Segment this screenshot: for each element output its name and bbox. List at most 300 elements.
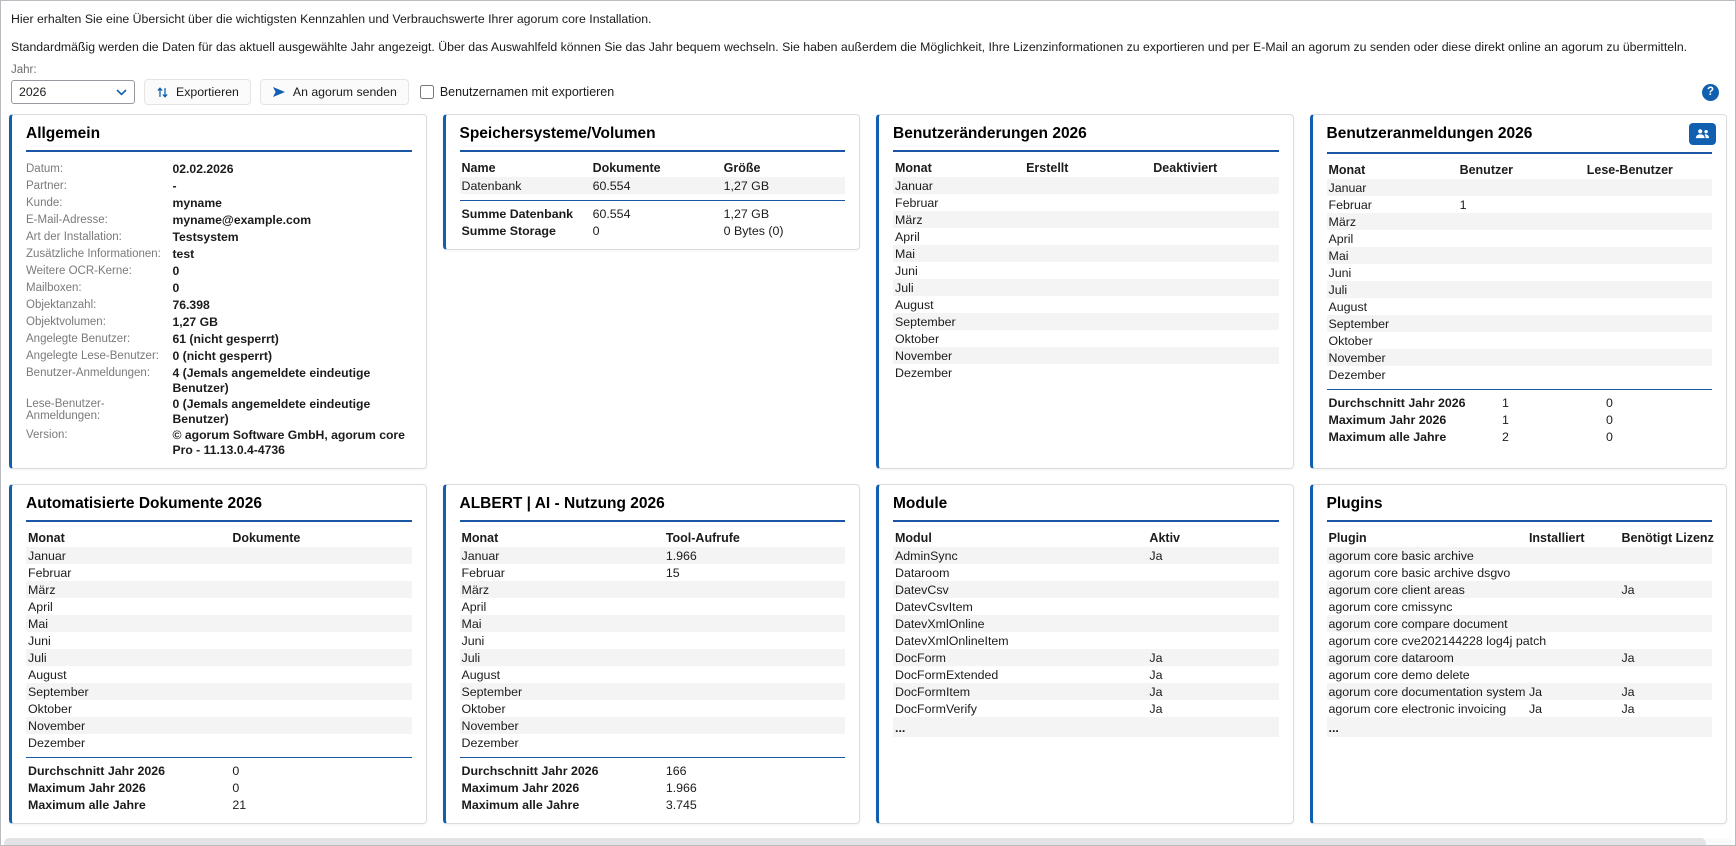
summary-row [460, 762, 846, 779]
column-header: Dokumente [592, 161, 661, 175]
info-row [26, 280, 412, 297]
cell: 1 [1459, 197, 1467, 212]
cell: agorum core electronic invoicing [1328, 701, 1507, 716]
table-row [1327, 683, 1713, 700]
table-row [460, 683, 846, 700]
cell [1585, 315, 1712, 332]
year-select-value: 2026 [19, 85, 47, 99]
cell: März [895, 212, 923, 227]
cell [1585, 264, 1712, 281]
cell [1585, 349, 1712, 366]
info-label: Objektanzahl: [26, 299, 97, 311]
summary-row [460, 796, 846, 813]
plugins-table [1313, 529, 1727, 737]
cell: DatevCsv [895, 582, 949, 597]
speicher-table [446, 159, 860, 239]
column-header: Lese-Benutzer [1586, 163, 1673, 177]
title-rule [1327, 152, 1713, 154]
info-label: Angelegte Benutzer: [26, 333, 131, 345]
cell: Maximum Jahr 2026 [1328, 412, 1447, 427]
cell [1151, 347, 1278, 364]
cell [230, 683, 411, 700]
panel-title: Benutzeränderungen 2026 [893, 125, 1087, 142]
cell: April [461, 599, 487, 614]
cell: 0 [232, 780, 240, 795]
cell: 1 [1501, 395, 1509, 410]
info-label: Partner: [26, 180, 67, 192]
cell [1585, 196, 1712, 213]
info-value: 0 (nicht gesperrt) [172, 349, 273, 363]
cell [1151, 296, 1278, 313]
info-label: Lese-Benutzer-Anmeldungen: [26, 398, 105, 422]
cell [1619, 547, 1712, 564]
cell [230, 564, 411, 581]
table-row [460, 717, 846, 734]
cell [1585, 366, 1712, 383]
more-row [1327, 717, 1713, 737]
table-row [1327, 547, 1713, 564]
cell [664, 632, 845, 649]
cell: 21 [232, 797, 247, 812]
table-row [460, 649, 846, 666]
cell: agorum core cve202144228 log4j patch [1328, 633, 1547, 648]
cell [230, 547, 411, 564]
title-rule [26, 520, 412, 522]
table-row [893, 211, 1279, 228]
cell: Dezember [28, 735, 86, 750]
panel-title: Speichersysteme/Volumen [459, 125, 656, 142]
cell [1585, 281, 1712, 298]
summary-row [460, 779, 846, 796]
cell: Maximum alle Jahre [1328, 429, 1447, 444]
table-row [1327, 666, 1713, 683]
table-row [460, 632, 846, 649]
info-row [26, 348, 412, 365]
cell [1527, 666, 1620, 683]
table-row [1327, 700, 1713, 717]
info-label: Art der Installation: [26, 231, 122, 243]
cell: Durchschnitt Jahr 2026 [28, 763, 166, 778]
panel-header [446, 115, 860, 143]
cell [1619, 632, 1712, 649]
cell [230, 632, 411, 649]
info-label: Mailboxen: [26, 282, 82, 294]
cell: 3.745 [665, 797, 697, 812]
export-usernames-checkbox[interactable] [420, 85, 434, 99]
cell [1585, 298, 1712, 315]
albert-table [446, 529, 860, 813]
table-row [893, 194, 1279, 211]
column-header: Monat [28, 531, 65, 545]
info-label: Datum: [26, 163, 64, 175]
cell [1024, 211, 1151, 228]
export-button[interactable] [144, 79, 251, 105]
title-rule [893, 520, 1279, 522]
export-arrows-icon [156, 86, 169, 99]
cell: 0 [1606, 429, 1613, 444]
data-table [893, 159, 1279, 381]
cell: Dataroom [895, 565, 950, 580]
cell [1151, 211, 1278, 228]
table-row [1327, 315, 1713, 332]
cell [230, 717, 411, 734]
cell: agorum core client areas [1328, 582, 1465, 597]
cell: Ja [1149, 667, 1163, 682]
cell [1147, 632, 1278, 649]
info-value: 76.398 [172, 298, 210, 312]
info-row [26, 314, 412, 331]
column-header: Monat [1328, 163, 1366, 177]
cell [1527, 547, 1620, 564]
info-row [26, 212, 412, 229]
title-rule [893, 150, 1279, 152]
cell [1151, 245, 1278, 262]
cell: Dezember [895, 365, 953, 380]
cell: April [28, 599, 53, 614]
summary-table [1327, 394, 1713, 445]
summary-separator [26, 757, 412, 758]
summary-table [460, 205, 846, 239]
cell: agorum core cmissync [1328, 599, 1453, 614]
cell [1585, 213, 1712, 230]
cell [1458, 366, 1585, 383]
cell: September [895, 314, 956, 329]
summary-row [460, 222, 846, 239]
header-row [893, 159, 1279, 177]
cell [1619, 598, 1712, 615]
table-row [26, 615, 412, 632]
cell: 0 Bytes (0) [723, 223, 784, 238]
cell [664, 683, 845, 700]
info-row [26, 297, 412, 314]
cell: 0 [592, 223, 600, 238]
cell: Juli [461, 650, 481, 665]
cell: Ja [1528, 684, 1543, 699]
cell: Oktober [895, 331, 940, 346]
table-row [26, 683, 412, 700]
cell [230, 615, 411, 632]
year-select[interactable] [11, 80, 135, 104]
panel-header [12, 485, 426, 513]
cell: Summe Datenbank [461, 206, 574, 221]
summary-row [1327, 411, 1713, 428]
summary-row [1327, 428, 1713, 445]
export-button-label: Exportieren [176, 85, 239, 99]
table-row [893, 279, 1279, 296]
panel-header [12, 115, 426, 143]
cell: Durchschnitt Jahr 2026 [1328, 395, 1466, 410]
cell: September [461, 684, 523, 699]
cell: Mai [461, 616, 482, 631]
cell: Ja [1621, 650, 1635, 665]
cell: agorum core compare document [1328, 616, 1508, 631]
cell [1619, 564, 1712, 581]
table-row [893, 330, 1279, 347]
table-row [1327, 264, 1713, 281]
table-row [1327, 349, 1713, 366]
cell [1024, 364, 1151, 381]
cell: 2 [1501, 429, 1509, 444]
info-value: 4 (Jemals angemeldete eindeutige Benutzer) [172, 366, 371, 395]
cell: agorum core basic archive dsgvo [1328, 565, 1511, 580]
summary-table [460, 762, 846, 813]
info-label: Version: [26, 429, 68, 441]
panel-title: Benutzeranmeldungen 2026 [1326, 125, 1533, 142]
table-row [893, 547, 1279, 564]
cell: November [895, 348, 953, 363]
cell: Ja [1149, 684, 1163, 699]
table-row [893, 598, 1279, 615]
info-value: 0 [172, 264, 180, 278]
table-row [26, 666, 412, 683]
cell: November [461, 718, 519, 733]
cell: April [895, 229, 920, 244]
panel-automatisierte-dokumente [9, 484, 427, 824]
cell: agorum core documentation system [1328, 684, 1526, 699]
info-row [26, 161, 412, 178]
controls-row [11, 79, 1723, 105]
info-value: Testsystem [172, 230, 239, 244]
dashboard-grid [1, 105, 1735, 824]
table-row [893, 347, 1279, 364]
cell: Juni [895, 263, 918, 278]
table-row [893, 228, 1279, 245]
data-table [1327, 529, 1713, 737]
topbar [1, 1, 1735, 105]
table-row [1327, 196, 1713, 213]
table-row [893, 700, 1279, 717]
cell [1458, 230, 1585, 247]
table-row [1327, 247, 1713, 264]
cell [664, 734, 845, 751]
cell [1024, 313, 1151, 330]
info-value: 1,27 GB [172, 315, 218, 329]
column-header: Größe [723, 161, 761, 175]
cell [1024, 245, 1151, 262]
cell: Datenbank [461, 178, 522, 193]
horizontal-scrollbar [4, 838, 1732, 846]
info-row [26, 331, 412, 348]
column-header: Tool-Aufrufe [665, 531, 740, 545]
column-header: Aktiv [1149, 531, 1180, 545]
cell [1151, 330, 1278, 347]
panel-header [446, 485, 860, 513]
table-row [460, 564, 846, 581]
cell: Februar [461, 565, 505, 580]
cell [1458, 315, 1585, 332]
info-value: - [172, 179, 177, 193]
table-row [893, 296, 1279, 313]
table-row [460, 700, 846, 717]
cell: agorum core demo delete [1328, 667, 1470, 682]
cell: Mai [28, 616, 48, 631]
cell [1024, 296, 1151, 313]
table-row [1327, 213, 1713, 230]
panel-title: Automatisierte Dokumente 2026 [26, 495, 263, 512]
cell: September [1328, 316, 1390, 331]
header-row [893, 529, 1279, 547]
panel-title: Allgemein [26, 125, 101, 142]
cell [664, 615, 845, 632]
cell [1151, 228, 1278, 245]
cell: März [461, 582, 490, 597]
cell: DatevXmlOnlineItem [895, 633, 1009, 648]
column-header: Monat [895, 161, 932, 175]
cell: 166 [665, 763, 687, 778]
data-table [460, 159, 846, 194]
column-header: Erstellt [1026, 161, 1069, 175]
column-header: Dokumente [232, 531, 301, 545]
cell [1527, 581, 1620, 598]
table-row [1327, 366, 1713, 383]
table-row [460, 666, 846, 683]
users-button[interactable] [1689, 123, 1716, 145]
cell: 1.966 [665, 548, 697, 563]
info-label: E-Mail-Adresse: [26, 214, 108, 226]
cell: Maximum alle Jahre [28, 797, 146, 812]
table-row [1327, 564, 1713, 581]
cell [1527, 615, 1620, 632]
info-label: Objektvolumen: [26, 316, 106, 328]
cell [1024, 262, 1151, 279]
export-usernames-option [420, 85, 614, 99]
cell [1585, 230, 1712, 247]
summary-row [460, 205, 846, 222]
summary-separator [1327, 389, 1713, 390]
more-row [893, 717, 1279, 737]
cell: August [461, 667, 501, 682]
cell [1151, 177, 1278, 194]
cell: Ja [1528, 701, 1543, 716]
table-row [1327, 179, 1713, 196]
cell [664, 598, 845, 615]
cell: DocForm [895, 650, 946, 665]
horizontal-scrollbar-thumb[interactable] [4, 838, 1706, 846]
cell [1151, 279, 1278, 296]
summary-separator [460, 757, 846, 758]
table-row [893, 313, 1279, 330]
cell: Maximum Jahr 2026 [461, 780, 580, 795]
column-header: Benötigt Lizenz [1621, 531, 1714, 545]
cell: Mai [1328, 248, 1349, 263]
table-row [893, 364, 1279, 381]
table-row [1327, 298, 1713, 315]
cell: 60.554 [592, 206, 631, 221]
table-row [460, 547, 846, 564]
cell: 1,27 GB [723, 206, 770, 221]
more-cell: ... [895, 721, 906, 735]
table-row [1327, 581, 1713, 598]
cell: Januar [1328, 180, 1367, 195]
title-rule [1327, 520, 1713, 522]
table-row [893, 564, 1279, 581]
cell: Summe Storage [461, 223, 556, 238]
table-row [26, 717, 412, 734]
cell: Ja [1621, 701, 1635, 716]
cell [1458, 264, 1585, 281]
cell: Ja [1621, 582, 1635, 597]
more-cell: ... [1328, 721, 1339, 735]
cell [1527, 649, 1620, 666]
send-to-agorum-button[interactable] [260, 79, 409, 105]
cell [1147, 598, 1278, 615]
table-row [26, 598, 412, 615]
panel-speichersysteme [443, 114, 861, 250]
column-header: Plugin [1328, 531, 1367, 545]
info-value: 0 [172, 281, 180, 295]
cell [230, 649, 411, 666]
send-button-label: An agorum senden [292, 85, 397, 99]
cell [230, 666, 411, 683]
cell: AdminSync [895, 548, 958, 563]
panel-module [876, 484, 1294, 824]
info-row [26, 246, 412, 263]
info-label: Angelegte Lese-Benutzer: [26, 350, 159, 362]
cell [230, 700, 411, 717]
table-row [893, 581, 1279, 598]
summary-separator [460, 200, 846, 201]
cell [1458, 349, 1585, 366]
cell: August [895, 297, 934, 312]
table-row [460, 581, 846, 598]
send-arrow-icon [272, 86, 286, 98]
cell: 1 [1501, 412, 1509, 427]
cell: Januar [461, 548, 500, 563]
column-header: Monat [461, 531, 499, 545]
cell: 0 [1606, 412, 1613, 427]
cell: 15 [665, 565, 680, 580]
info-row [26, 229, 412, 246]
info-row [26, 195, 412, 212]
info-row [26, 178, 412, 195]
cell [1151, 313, 1278, 330]
help-icon[interactable]: ? [1702, 84, 1719, 101]
cell [664, 700, 845, 717]
year-label: Jahr: [11, 64, 37, 76]
info-label: Zusätzliche Informationen: [26, 248, 161, 260]
panel-benutzeraenderungen [876, 114, 1294, 469]
table-row [460, 615, 846, 632]
cell [1458, 247, 1585, 264]
cell: Maximum alle Jahre [461, 797, 580, 812]
cell: August [1328, 299, 1368, 314]
table-row [26, 581, 412, 598]
cell: August [28, 667, 67, 682]
cell [1585, 179, 1712, 196]
cell: agorum core basic archive [1328, 548, 1474, 563]
info-label: Kunde: [26, 197, 63, 209]
title-rule [26, 150, 412, 152]
cell [1147, 615, 1278, 632]
table-row [1327, 332, 1713, 349]
cell: März [28, 582, 56, 597]
info-row [26, 427, 412, 458]
cell: DocFormItem [895, 684, 971, 699]
cell [1024, 279, 1151, 296]
table-row [893, 632, 1279, 649]
header-row [26, 529, 412, 547]
panel-benutzeranmeldungen [1310, 114, 1728, 469]
cell: DocFormVerify [895, 701, 977, 716]
header-row [1327, 161, 1713, 179]
cell [1458, 281, 1585, 298]
summary-row [26, 796, 412, 813]
cell [1458, 179, 1585, 196]
table-row [1327, 598, 1713, 615]
table-row [1327, 615, 1713, 632]
cell: Oktober [461, 701, 506, 716]
cell: September [28, 684, 89, 699]
